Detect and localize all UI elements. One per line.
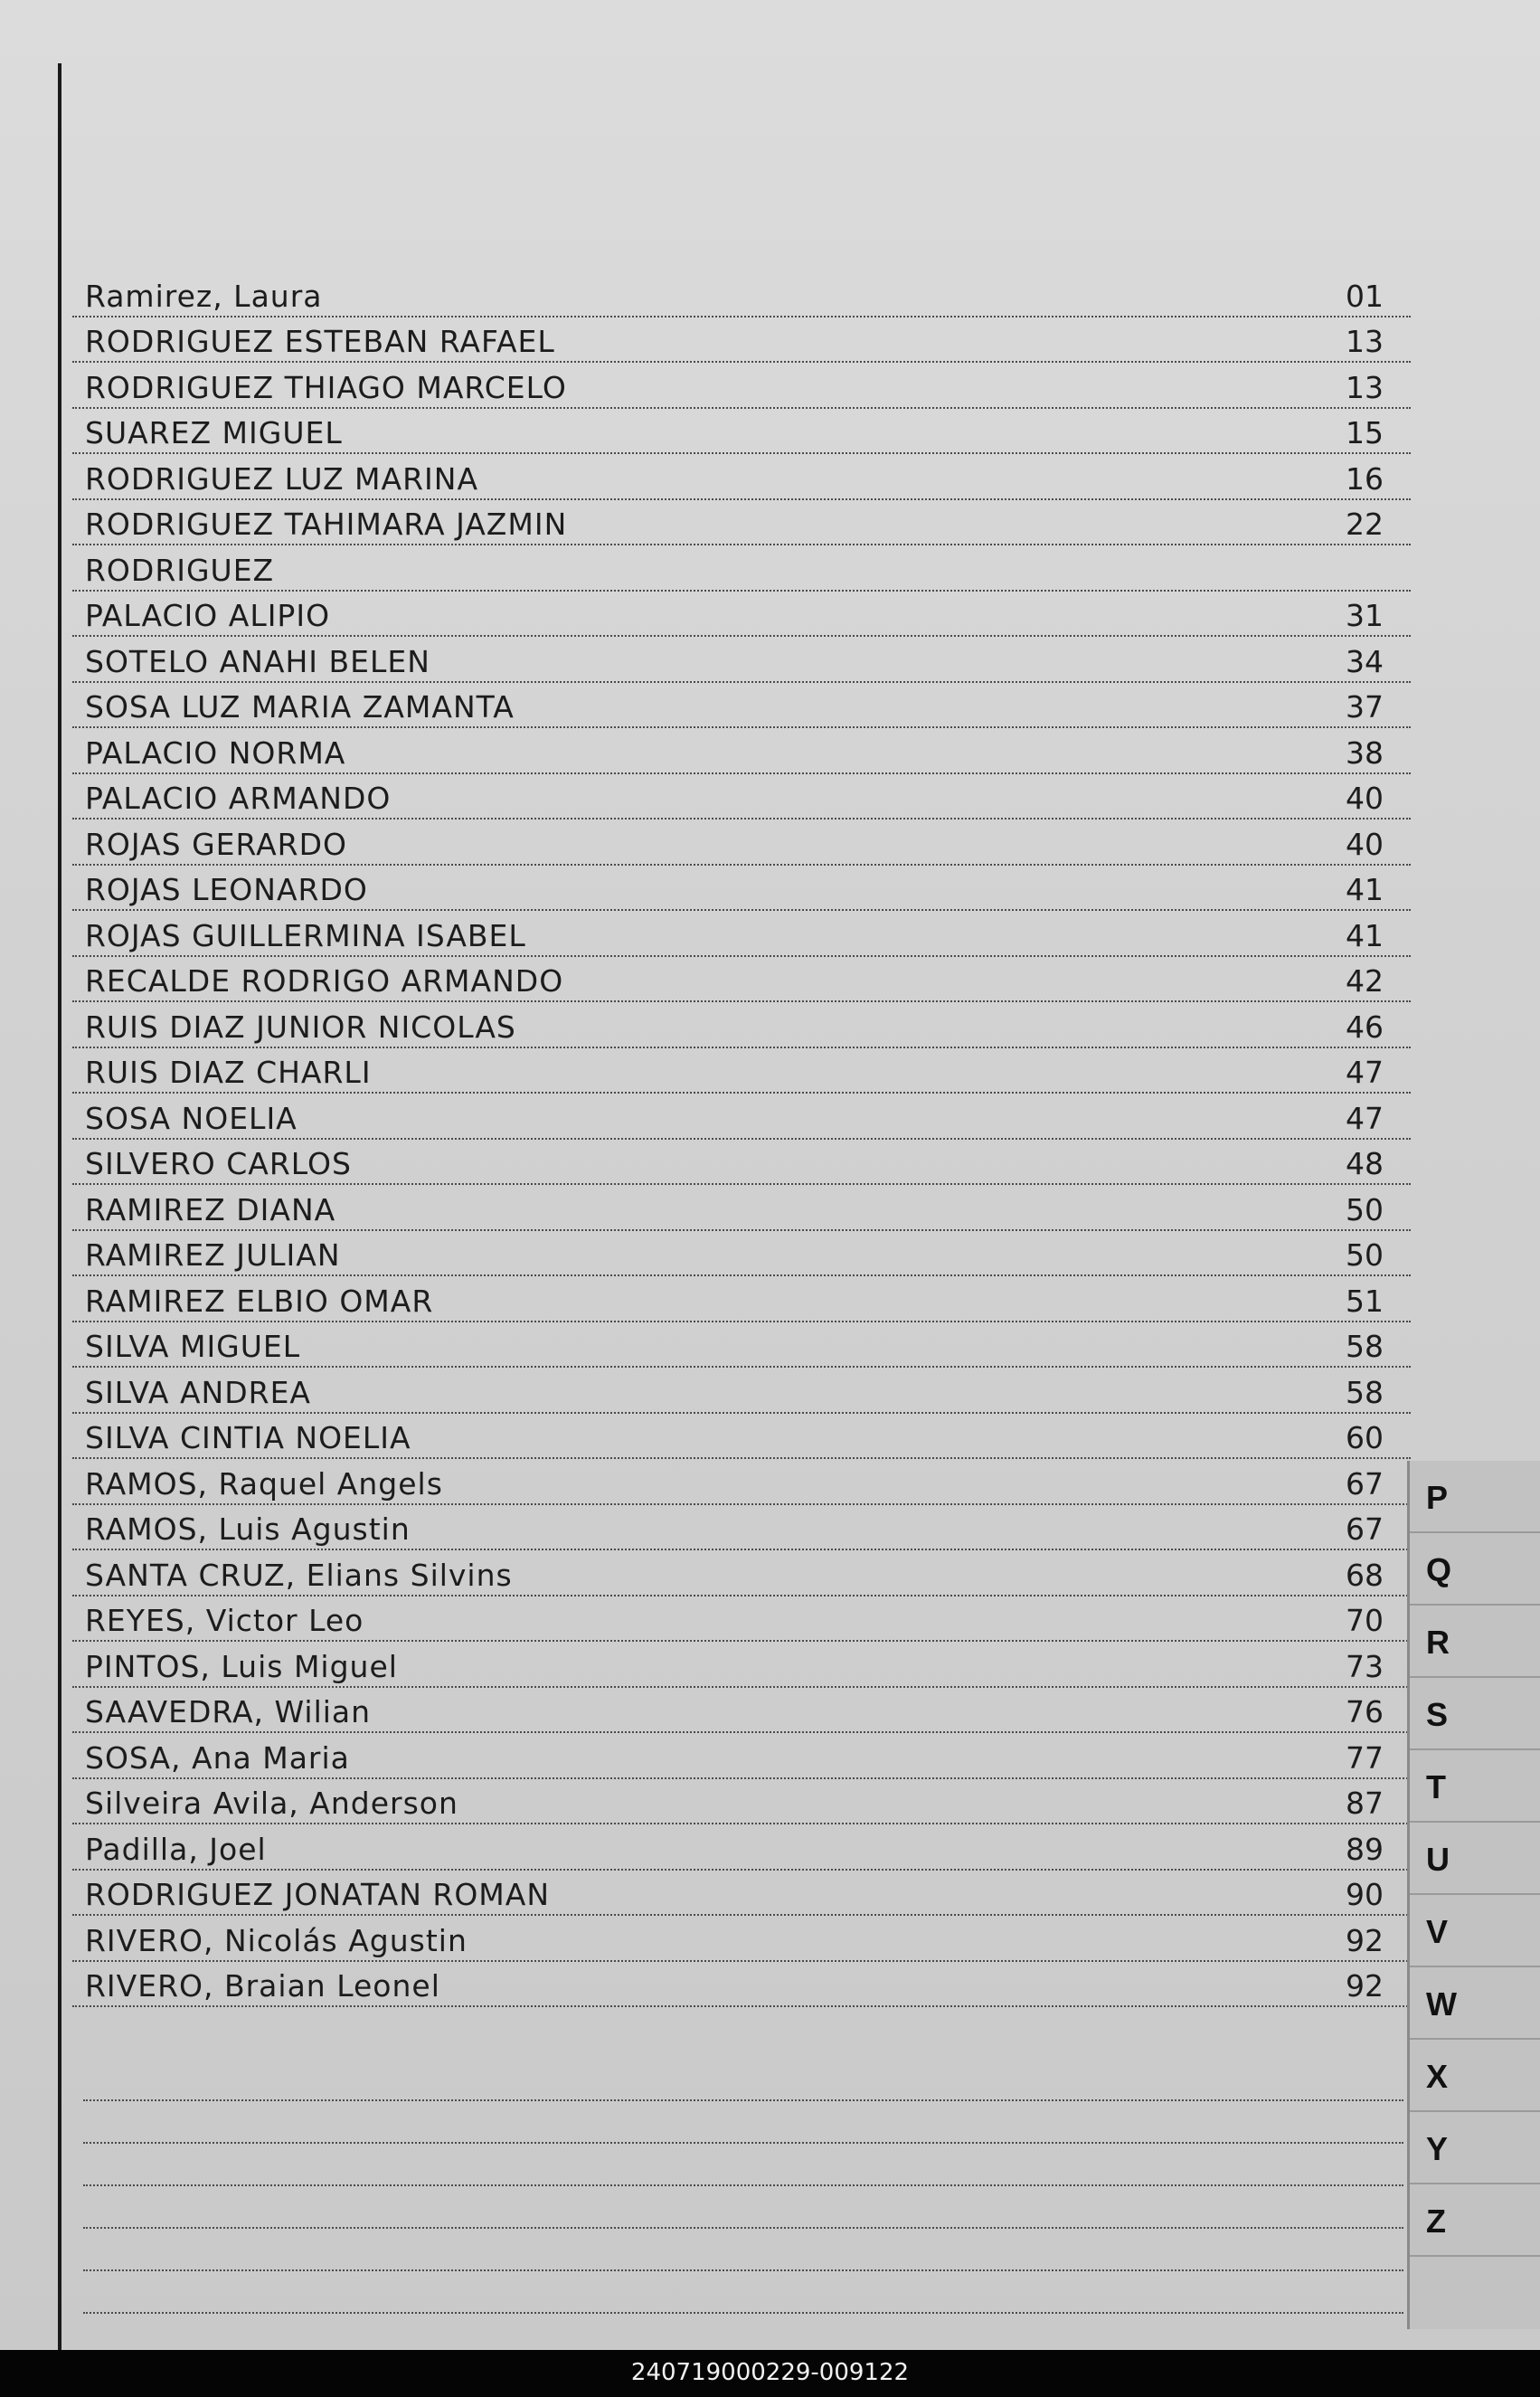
entry-number: 50 xyxy=(1346,1237,1384,1273)
entry-number: 70 xyxy=(1346,1603,1384,1638)
list-item xyxy=(72,911,1411,957)
index-tab-letter: P xyxy=(1426,1479,1449,1516)
entry-number: 41 xyxy=(1346,872,1384,907)
index-tab-letter: Q xyxy=(1426,1551,1452,1588)
entry-number: 47 xyxy=(1346,1100,1384,1136)
index-tab-letter: Z xyxy=(1426,2203,1446,2240)
index-tab-letter: V xyxy=(1426,1913,1449,1950)
entry-number: 92 xyxy=(1346,1922,1384,1958)
list-item xyxy=(72,957,1411,1003)
entry-name: RODRIGUEZ JONATAN ROMAN xyxy=(85,1877,551,1912)
document-code: 240719000229-009122 xyxy=(630,2359,910,2386)
index-tab-letter: Y xyxy=(1426,2130,1449,2167)
index-tab[interactable] xyxy=(1410,1606,1540,1678)
alphabet-index-tabs xyxy=(1407,1461,1540,2329)
index-tab[interactable] xyxy=(1410,1750,1540,1823)
list-item xyxy=(72,271,1411,317)
list-item xyxy=(72,500,1411,546)
list-item xyxy=(72,1642,1411,1688)
list-item xyxy=(72,454,1411,500)
list-item xyxy=(72,1322,1411,1369)
entry-number: 68 xyxy=(1346,1557,1384,1593)
list-item xyxy=(72,683,1411,729)
entry-name: RAMIREZ JULIAN xyxy=(85,1237,341,1273)
list-item xyxy=(72,774,1411,820)
entry-name: SILVA CINTIA NOELIA xyxy=(85,1420,411,1455)
entry-number: 13 xyxy=(1346,369,1384,405)
entry-number: 37 xyxy=(1346,689,1384,725)
entry-name: PALACIO ALIPIO xyxy=(85,598,331,633)
list-item xyxy=(72,820,1411,866)
list-item xyxy=(72,1185,1411,1231)
footer-bar xyxy=(0,2350,1540,2397)
blank-line xyxy=(83,2059,1403,2101)
list-item xyxy=(72,637,1411,683)
entry-number: 77 xyxy=(1346,1739,1384,1776)
entry-number: 51 xyxy=(1346,1283,1384,1319)
index-tab[interactable] xyxy=(1410,2040,1540,2112)
entry-number: 58 xyxy=(1346,1374,1384,1410)
entry-number: 73 xyxy=(1346,1648,1384,1684)
entry-name: RAMOS, Raquel Angels xyxy=(85,1465,443,1502)
list-item xyxy=(72,1871,1411,1917)
list-item xyxy=(72,1414,1411,1460)
entry-number: 47 xyxy=(1346,1055,1384,1090)
blank-line xyxy=(83,2271,1403,2314)
entry-name: SILVA MIGUEL xyxy=(85,1329,301,1364)
entry-name: REYES, Victor Leo xyxy=(85,1603,364,1638)
entry-name: Ramirez, Laura xyxy=(85,278,323,314)
list-item xyxy=(72,409,1411,455)
entry-name: PINTOS, Luis Miguel xyxy=(85,1648,398,1684)
entry-name: RUIS DIAZ JUNIOR NICOLAS xyxy=(85,1009,516,1045)
index-tab-letter: T xyxy=(1426,1768,1446,1805)
index-tab[interactable] xyxy=(1410,1461,1540,1533)
entry-number: 31 xyxy=(1346,598,1384,633)
list-item xyxy=(72,545,1411,592)
list-item xyxy=(72,866,1411,912)
index-tab[interactable] xyxy=(1410,2112,1540,2184)
entry-number: 87 xyxy=(1346,1786,1384,1821)
entry-name: RODRIGUEZ xyxy=(85,552,275,588)
entry-number: 40 xyxy=(1346,781,1384,816)
entry-number: 13 xyxy=(1346,324,1384,359)
index-tab[interactable] xyxy=(1410,1895,1540,1967)
entry-name: SAAVEDRA, Wilian xyxy=(85,1694,372,1729)
blank-line xyxy=(83,2186,1403,2229)
index-tab-letter: W xyxy=(1426,1985,1457,2023)
index-tab[interactable] xyxy=(1410,1823,1540,1895)
entry-name: Silveira Avila, Anderson xyxy=(85,1786,458,1821)
entry-number: 22 xyxy=(1346,507,1384,542)
blank-line xyxy=(83,2144,1403,2186)
list-item xyxy=(72,728,1411,774)
entry-name: SANTA CRUZ, Elians Silvins xyxy=(85,1557,513,1593)
index-tab-letter: S xyxy=(1426,1696,1449,1733)
entry-number: 46 xyxy=(1346,1009,1384,1045)
list-item xyxy=(72,1140,1411,1186)
index-tab[interactable] xyxy=(1410,2184,1540,2257)
blank-lines xyxy=(83,2059,1403,2314)
index-tab[interactable] xyxy=(1410,1533,1540,1606)
entry-name: RODRIGUEZ LUZ MARINA xyxy=(85,460,479,497)
list-item xyxy=(72,1459,1411,1505)
entry-number: 76 xyxy=(1346,1694,1384,1729)
entry-name: RAMIREZ DIANA xyxy=(85,1191,336,1227)
index-tab[interactable] xyxy=(1410,1967,1540,2040)
entry-number: 60 xyxy=(1346,1420,1384,1455)
entry-number: 34 xyxy=(1346,643,1384,679)
entry-name: SOSA LUZ MARIA ZAMANTA xyxy=(85,689,515,725)
entry-name: Padilla, Joel xyxy=(85,1831,267,1867)
blank-line xyxy=(83,2229,1403,2271)
list-item xyxy=(72,363,1411,409)
entry-number: 41 xyxy=(1346,917,1384,953)
list-item xyxy=(72,1505,1411,1551)
entry-number: 15 xyxy=(1346,415,1384,450)
entry-name: RIVERO, Braian Leonel xyxy=(85,1968,440,2004)
entry-name: RECALDE RODRIGO ARMANDO xyxy=(85,963,564,999)
entry-number: 38 xyxy=(1346,734,1384,771)
entry-name: ROJAS GUILLERMINA ISABEL xyxy=(85,917,526,953)
list-item xyxy=(72,1779,1411,1825)
entry-name: SILVA ANDREA xyxy=(85,1374,311,1410)
entry-name: RUIS DIAZ CHARLI xyxy=(85,1055,372,1090)
list-item xyxy=(72,1733,1411,1779)
index-tab-letter: R xyxy=(1426,1624,1450,1661)
blank-line xyxy=(83,2101,1403,2144)
list-item xyxy=(72,1596,1411,1643)
list-item xyxy=(72,1550,1411,1596)
list-item xyxy=(72,1824,1411,1871)
entry-number: 40 xyxy=(1346,826,1384,862)
index-tab[interactable] xyxy=(1410,1678,1540,1750)
entry-name: RIVERO, Nicolás Agustin xyxy=(85,1922,468,1958)
entry-number: 92 xyxy=(1346,1968,1384,2004)
list-item xyxy=(72,1962,1411,2008)
entry-number: 67 xyxy=(1346,1511,1384,1547)
index-tab-letter: U xyxy=(1426,1841,1450,1878)
entry-name: SOSA, Ana Maria xyxy=(85,1739,350,1776)
entry-name: PALACIO ARMANDO xyxy=(85,781,392,816)
entry-name: SOTELO ANAHI BELEN xyxy=(85,643,430,679)
entry-name: SOSA NOELIA xyxy=(85,1100,298,1136)
entry-number: 50 xyxy=(1346,1191,1384,1227)
entry-number: 01 xyxy=(1346,278,1384,314)
entry-name: RODRIGUEZ THIAGO MARCELO xyxy=(85,369,567,405)
entry-name: RODRIGUEZ ESTEBAN RAFAEL xyxy=(85,324,555,359)
entry-name: SILVERO CARLOS xyxy=(85,1146,352,1181)
list-item xyxy=(72,1094,1411,1140)
margin-line xyxy=(58,63,61,2350)
index-tab-letter: X xyxy=(1426,2058,1449,2095)
entry-name: ROJAS GERARDO xyxy=(85,826,347,862)
list-item xyxy=(72,317,1411,364)
entry-number: 89 xyxy=(1346,1831,1384,1867)
entry-name: RAMOS, Luis Agustin xyxy=(85,1511,411,1547)
entry-list xyxy=(72,271,1411,2007)
list-item xyxy=(72,592,1411,638)
entry-number: 48 xyxy=(1346,1146,1384,1181)
entry-name: SUAREZ MIGUEL xyxy=(85,415,343,450)
entry-number: 42 xyxy=(1346,963,1384,999)
entry-name: PALACIO NORMA xyxy=(85,734,346,771)
entry-name: ROJAS LEONARDO xyxy=(85,872,368,907)
list-item xyxy=(72,1688,1411,1734)
list-item xyxy=(72,1048,1411,1094)
entry-name: RAMIREZ ELBIO OMAR xyxy=(85,1283,434,1319)
entry-number: 58 xyxy=(1346,1329,1384,1364)
list-item xyxy=(72,1231,1411,1277)
list-item xyxy=(72,1276,1411,1322)
entry-name: RODRIGUEZ TAHIMARA JAZMIN xyxy=(85,507,568,542)
entry-number: 90 xyxy=(1346,1877,1384,1912)
list-item xyxy=(72,1368,1411,1414)
list-item xyxy=(72,1002,1411,1048)
entry-number: 67 xyxy=(1346,1465,1384,1502)
list-item xyxy=(72,1916,1411,1962)
entry-number: 16 xyxy=(1346,460,1384,497)
